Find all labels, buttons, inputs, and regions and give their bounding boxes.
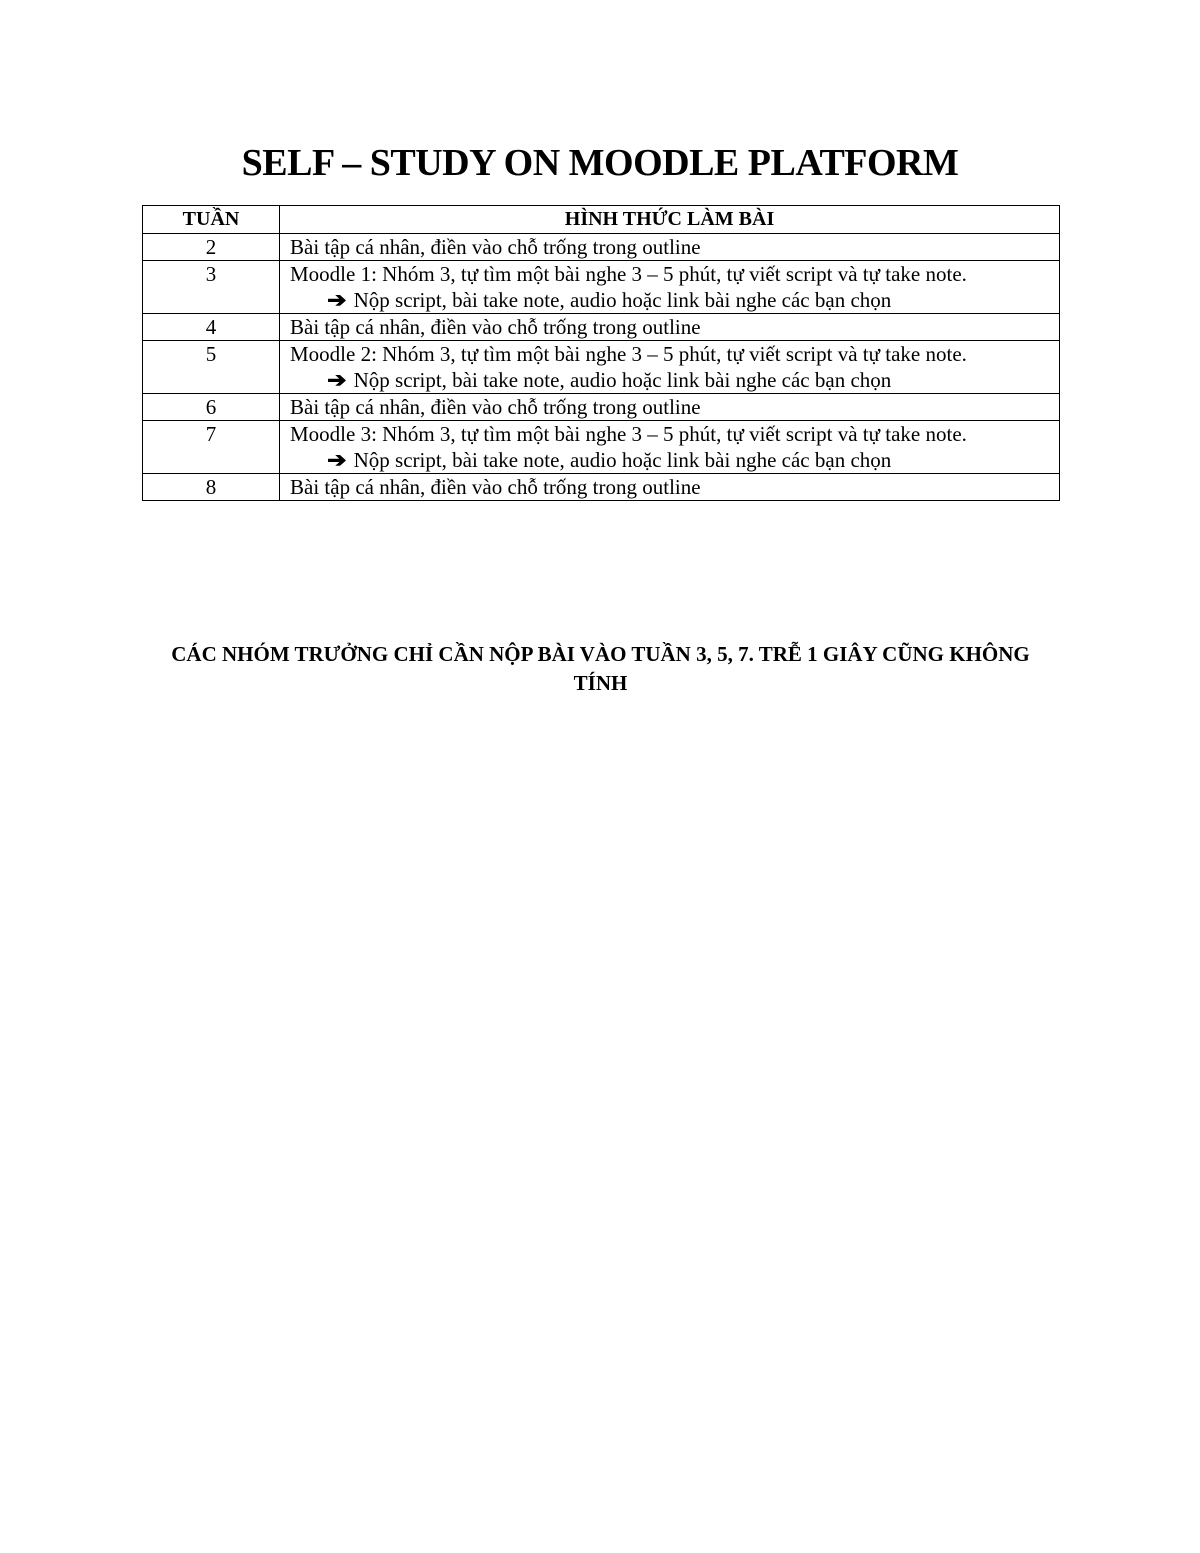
table-row — [143, 234, 1060, 261]
table-row — [143, 314, 1060, 341]
submission-text: Nộp script, bài take note, audio hoặc link bài nghe các bạn chọn — [353, 368, 892, 392]
table-row — [143, 421, 1060, 474]
week-cell: 8 — [143, 474, 280, 501]
column-header-week: TUẦN — [143, 206, 280, 234]
submission-text: Nộp script, bài take note, audio hoặc link bài nghe các bạn chọn — [353, 448, 892, 472]
submission-text: Nộp script, bài take note, audio hoặc link bài nghe các bạn chọn — [353, 288, 892, 312]
submission-instruction — [290, 367, 1019, 393]
table-row — [143, 261, 1060, 314]
task-description: Moodle 1: Nhóm 3, tự tìm một bài nghe 3 – 5 phút, tự viết script và tự take note. — [290, 262, 967, 286]
task-description: Bài tập cá nhân, điền vào chỗ trống trong outline — [290, 235, 701, 259]
task-description: Moodle 2: Nhóm 3, tự tìm một bài nghe 3 – 5 phút, tự viết script và tự take note. — [290, 342, 967, 366]
task-cell — [280, 474, 1060, 501]
right-arrow-icon: ➔ — [327, 368, 347, 392]
right-arrow-icon: ➔ — [327, 288, 347, 312]
week-cell: 6 — [143, 394, 280, 421]
week-cell: 5 — [143, 341, 280, 394]
task-description: Moodle 3: Nhóm 3, tự tìm một bài nghe 3 – 5 phút, tự viết script và tự take note. — [290, 422, 967, 446]
task-description: Bài tập cá nhân, điền vào chỗ trống trong outline — [290, 395, 701, 419]
week-cell: 3 — [143, 261, 280, 314]
task-cell — [280, 314, 1060, 341]
task-description: Bài tập cá nhân, điền vào chỗ trống trong outline — [290, 315, 701, 339]
task-cell — [280, 421, 1060, 474]
task-cell — [280, 394, 1060, 421]
submission-instruction — [290, 287, 1019, 313]
table-row — [143, 394, 1060, 421]
page-title: SELF – STUDY ON MOODLE PLATFORM — [241, 142, 959, 184]
right-arrow-icon: ➔ — [327, 448, 347, 472]
table-body — [143, 234, 1060, 501]
table-header-row — [143, 206, 1060, 234]
deadline-note: CÁC NHÓM TRƯỞNG CHỈ CẦN NỘP BÀI VÀO TUẦN 3, 5, 7. TRỄ 1 GIÂY CŨNG KHÔNG TÍNH — [171, 642, 1030, 695]
column-header-task: HÌNH THỨC LÀM BÀI — [280, 206, 1060, 234]
submission-instruction — [290, 447, 1019, 473]
schedule-table — [142, 205, 1060, 501]
week-cell: 7 — [143, 421, 280, 474]
table-row — [143, 341, 1060, 394]
task-cell — [280, 261, 1060, 314]
task-cell — [280, 341, 1060, 394]
task-cell — [280, 234, 1060, 261]
task-description: Bài tập cá nhân, điền vào chỗ trống trong outline — [290, 475, 701, 499]
table-row — [143, 474, 1060, 501]
week-cell: 4 — [143, 314, 280, 341]
week-cell: 2 — [143, 234, 280, 261]
